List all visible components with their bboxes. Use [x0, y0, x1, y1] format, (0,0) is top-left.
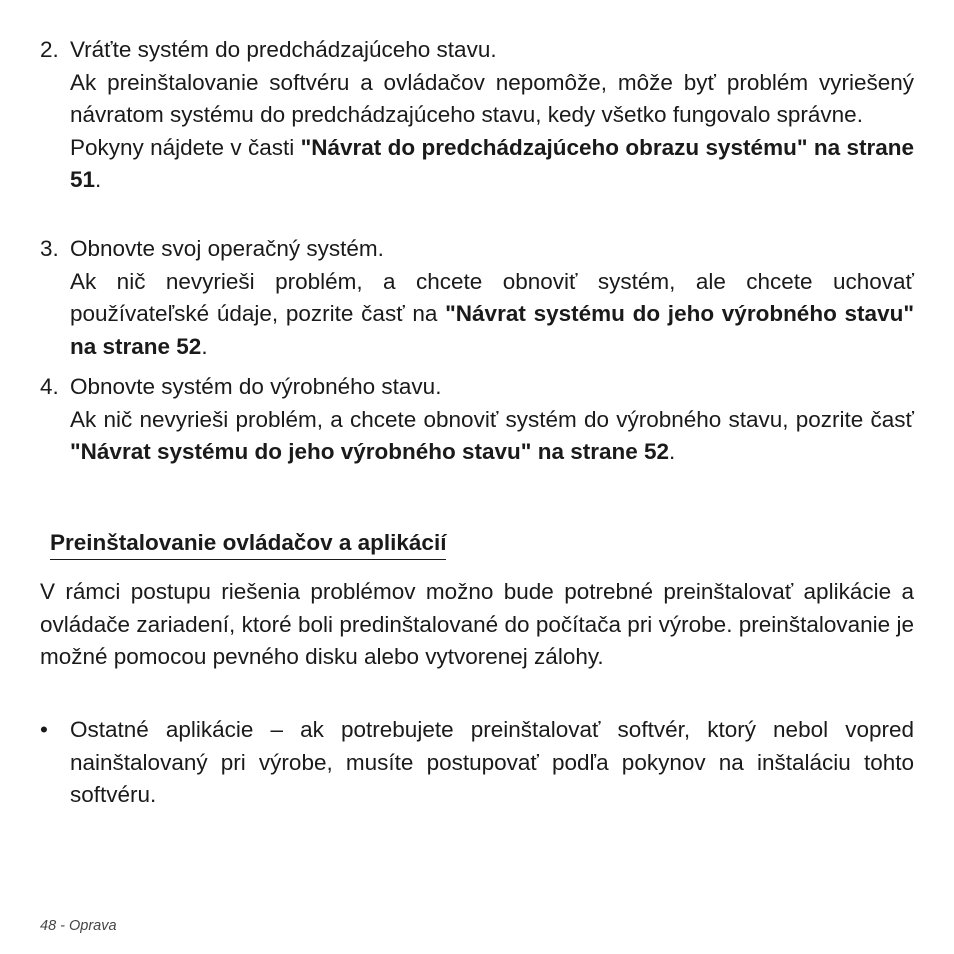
step-4: [40, 371, 914, 469]
step-title: Vráťte systém do predchádzajúceho stavu.: [70, 37, 497, 62]
step-number: 4.: [40, 374, 59, 399]
cross-reference-link[interactable]: "Návrat systému do jeho výrobného stavu" na strane 52: [70, 439, 670, 464]
step-reference-paragraph: [70, 266, 914, 364]
ref-prefix: Pokyny nájdete v časti: [70, 134, 301, 160]
ref-suffix: .: [95, 167, 102, 192]
ref-suffix: .: [201, 333, 208, 359]
section-paragraph: V rámci postupu riešenia problémov možno bude potrebné preinštalovať aplikácie a ovládače zariadení, ktoré boli predinštalované do počítača pri výrobe. preinštalovanie je možné pomocou pevného disku alebo vytvorenej zálohy.: [40, 579, 914, 669]
step-3: [40, 233, 914, 363]
step-reference-paragraph: [70, 132, 914, 197]
ref-prefix: Ak nič nevyrieši problém, a chcete obnoviť systém, ale chcete uchovať používateľské údaje, pozrite časť na: [70, 268, 914, 326]
step-number: 3.: [40, 236, 59, 261]
step-2: [40, 34, 914, 197]
step-title: Obnovte systém do výrobného stavu.: [70, 374, 442, 399]
step-reference-paragraph: [70, 404, 914, 469]
step-number: 2.: [40, 37, 59, 62]
bullet-icon: •: [40, 717, 48, 742]
cross-reference-link[interactable]: "Návrat systému do jeho výrobného stavu" na strane 52: [70, 301, 914, 359]
section-heading: Preinštalovanie ovládačov a aplikácií: [50, 527, 446, 560]
ref-prefix: Ak nič nevyrieši problém, a chcete obnoviť systém do výrobného stavu, pozrite časť: [70, 406, 914, 432]
step-paragraph: Ak preinštalovanie softvéru a ovládačov nepomôže, môže byť problém vyriešený návratom systému do predchádzajúceho stavu, kedy všetko fungovalo správne.: [70, 69, 914, 127]
bullet-text: Ostatné aplikácie – ak potrebujete preinštalovať softvér, ktorý nebol vopred nainštalovaný pri výrobe, musíte postupovať podľa pokynov na inštaláciu tohto softvéru.: [70, 717, 914, 807]
step-title: Obnovte svoj operačný systém.: [70, 236, 384, 261]
page-footer: 48 - Oprava: [40, 918, 117, 934]
bullet-item: [40, 714, 914, 812]
cross-reference-link[interactable]: "Návrat do predchádzajúceho obrazu systému" na strane 51: [70, 134, 914, 192]
ref-suffix: .: [669, 439, 676, 464]
